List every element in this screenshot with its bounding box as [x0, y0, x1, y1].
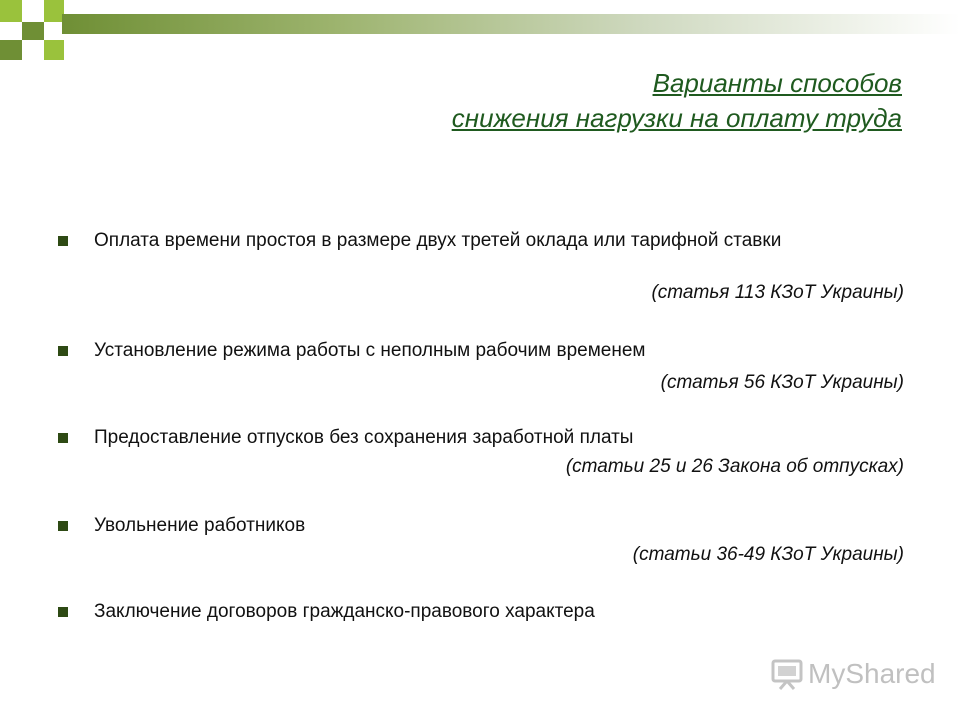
- decor-square: [22, 0, 44, 22]
- item-text: Увольнение работников: [94, 515, 306, 536]
- item-text: Предоставление отпусков без сохранения заработной платы: [94, 427, 634, 448]
- decor-square: [22, 22, 44, 40]
- myshared-watermark: [770, 654, 936, 694]
- decor-square: [22, 40, 44, 60]
- decor-square: [0, 40, 22, 60]
- item-reference: (статья 113 КЗоТ Украины): [651, 282, 904, 303]
- decor-square: [44, 22, 64, 40]
- watermark-text: MyShared: [808, 658, 936, 689]
- title-line-2: снижения нагрузки на оплату труда: [451, 103, 902, 133]
- header-gradient-bar: [62, 14, 960, 34]
- item-text: Установление режима работы с неполным рабочим временем: [94, 340, 646, 361]
- item-text: Заключение договоров гражданско-правового характера: [94, 601, 595, 622]
- title-line-1: Варианты способов: [652, 68, 902, 98]
- decor-square: [44, 0, 64, 22]
- item-reference: (статьи 36-49 КЗоТ Украины): [632, 544, 904, 565]
- square-bullet-icon: [58, 346, 68, 356]
- square-bullet-icon: [58, 433, 68, 443]
- item-reference: (статьи 25 и 26 Закона об отпусках): [565, 456, 904, 477]
- slide-title: [452, 66, 902, 136]
- square-bullet-icon: [58, 236, 68, 246]
- item-reference: (статья 56 КЗоТ Украины): [660, 372, 904, 393]
- square-bullet-icon: [58, 607, 68, 617]
- decor-square: [0, 0, 22, 22]
- presentation-board-icon: [770, 657, 804, 691]
- square-bullet-icon: [58, 521, 68, 531]
- item-text: Оплата времени простоя в размере двух третей оклада или тарифной ставки: [94, 230, 782, 251]
- decor-square: [44, 40, 64, 60]
